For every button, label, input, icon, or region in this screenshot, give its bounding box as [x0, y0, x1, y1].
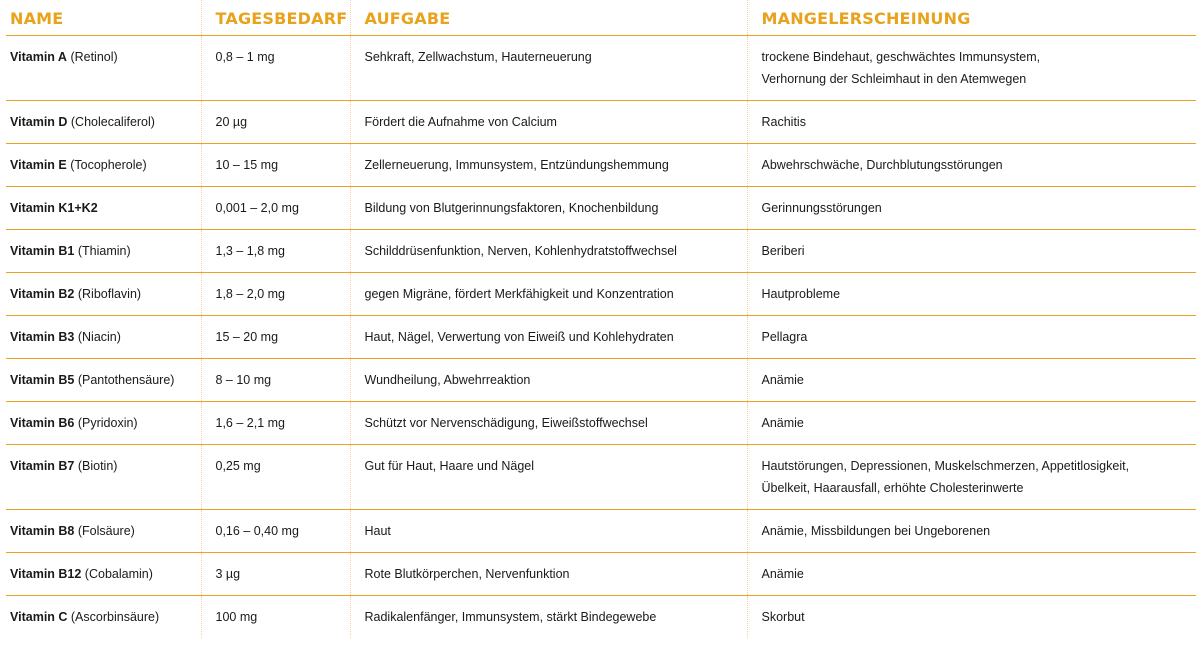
vitamin-name: Vitamin B2 — [10, 286, 75, 301]
chemical-name: (Cobalamin) — [81, 566, 153, 581]
table-row — [6, 315, 1196, 358]
header-tagesbedarf: TAGESBEDARF — [201, 0, 350, 35]
chemical-name: (Folsäure) — [74, 523, 135, 538]
mangel-cell — [747, 595, 1196, 638]
tagesbedarf-cell: 0,001 – 2,0 mg — [201, 186, 350, 229]
header-mangelerscheinung: MANGELERSCHEINUNG — [747, 0, 1196, 35]
vitamin-name-cell — [6, 100, 201, 143]
aufgabe-cell: Haut, Nägel, Verwertung von Eiweiß und Kohlehydraten — [350, 315, 747, 358]
mangel-cell — [747, 552, 1196, 595]
tagesbedarf-cell: 3 µg — [201, 552, 350, 595]
mangel-line-1: Rachitis — [761, 114, 806, 129]
tagesbedarf-cell: 15 – 20 mg — [201, 315, 350, 358]
aufgabe-cell: Schilddrüsenfunktion, Nerven, Kohlenhydratstoffwechsel — [350, 229, 747, 272]
vitamin-name-cell — [6, 143, 201, 186]
vitamin-name-cell — [6, 229, 201, 272]
vitamin-name-cell — [6, 186, 201, 229]
aufgabe-cell: Bildung von Blutgerinnungsfaktoren, Knochenbildung — [350, 186, 747, 229]
vitamin-name-cell — [6, 358, 201, 401]
vitamin-name-cell — [6, 509, 201, 552]
aufgabe-cell: Radikalenfänger, Immunsystem, stärkt Bindegewebe — [350, 595, 747, 638]
vitamin-name-cell — [6, 272, 201, 315]
chemical-name: (Cholecaliferol) — [67, 114, 155, 129]
chemical-name: (Pantothensäure) — [74, 372, 175, 387]
mangel-line-1: trockene Bindehaut, geschwächtes Immunsystem, — [761, 49, 1041, 64]
vitamin-name: Vitamin B7 — [10, 458, 75, 473]
mangel-cell — [747, 401, 1196, 444]
table-row — [6, 401, 1196, 444]
mangel-line-1: Abwehrschwäche, Durchblutungsstörungen — [761, 157, 1003, 172]
chemical-name: (Pyridoxin) — [74, 415, 138, 430]
mangel-line-1: Anämie — [761, 372, 804, 387]
vitamin-name: Vitamin K1+K2 — [10, 200, 98, 215]
chemical-name: (Retinol) — [66, 49, 118, 64]
mangel-cell — [747, 358, 1196, 401]
vitamin-name: Vitamin E — [10, 157, 67, 172]
header-name: NAME — [6, 0, 201, 35]
header-aufgabe: AUFGABE — [350, 0, 747, 35]
table-row — [6, 595, 1196, 638]
vitamin-name-cell — [6, 552, 201, 595]
mangel-cell — [747, 143, 1196, 186]
mangel-cell — [747, 315, 1196, 358]
tagesbedarf-cell: 100 mg — [201, 595, 350, 638]
vitamin-table — [6, 0, 1196, 638]
tagesbedarf-cell: 10 – 15 mg — [201, 143, 350, 186]
mangel-line-2: Übelkeit, Haarausfall, erhöhte Cholesterinwerte — [761, 480, 1024, 495]
vitamin-name: Vitamin B8 — [10, 523, 75, 538]
mangel-cell — [747, 229, 1196, 272]
vitamin-name: Vitamin D — [10, 114, 68, 129]
tagesbedarf-cell: 0,8 – 1 mg — [201, 35, 350, 100]
table-row — [6, 100, 1196, 143]
aufgabe-cell: Schützt vor Nervenschädigung, Eiweißstoffwechsel — [350, 401, 747, 444]
aufgabe-cell: Rote Blutkörperchen, Nervenfunktion — [350, 552, 747, 595]
mangel-line-1: Anämie — [761, 566, 804, 581]
chemical-name: (Niacin) — [74, 329, 121, 344]
table-header-row — [6, 0, 1196, 35]
mangel-cell — [747, 509, 1196, 552]
tagesbedarf-cell: 8 – 10 mg — [201, 358, 350, 401]
vitamin-name-cell — [6, 35, 201, 100]
chemical-name: (Thiamin) — [74, 243, 131, 258]
table-row — [6, 509, 1196, 552]
mangel-cell — [747, 35, 1196, 100]
vitamin-name: Vitamin B3 — [10, 329, 75, 344]
chemical-name: (Ascorbinsäure) — [67, 609, 160, 624]
tagesbedarf-cell: 0,25 mg — [201, 444, 350, 509]
table-row — [6, 186, 1196, 229]
vitamin-name: Vitamin B1 — [10, 243, 75, 258]
mangel-line-1: Hautstörungen, Depressionen, Muskelschmerzen, Appetitlosigkeit, — [761, 458, 1130, 473]
mangel-cell — [747, 444, 1196, 509]
table-row — [6, 143, 1196, 186]
aufgabe-cell: Haut — [350, 509, 747, 552]
mangel-line-2: Verhornung der Schleimhaut in den Atemwegen — [761, 71, 1027, 86]
vitamin-name-cell — [6, 315, 201, 358]
chemical-name: (Biotin) — [74, 458, 118, 473]
mangel-line-1: Anämie — [761, 415, 804, 430]
aufgabe-cell: Wundheilung, Abwehrreaktion — [350, 358, 747, 401]
tagesbedarf-cell: 1,6 – 2,1 mg — [201, 401, 350, 444]
vitamin-name-cell — [6, 401, 201, 444]
vitamin-name-cell — [6, 444, 201, 509]
mangel-line-1: Pellagra — [761, 329, 808, 344]
mangel-line-1: Hautprobleme — [761, 286, 841, 301]
mangel-line-1: Beriberi — [761, 243, 805, 258]
vitamin-name: Vitamin B12 — [10, 566, 82, 581]
aufgabe-cell: Sehkraft, Zellwachstum, Hauterneuerung — [350, 35, 747, 100]
mangel-line-1: Skorbut — [761, 609, 805, 624]
vitamin-name: Vitamin A — [10, 49, 67, 64]
table-row — [6, 444, 1196, 509]
table-row — [6, 229, 1196, 272]
aufgabe-cell: gegen Migräne, fördert Merkfähigkeit und Konzentration — [350, 272, 747, 315]
chemical-name: (Riboflavin) — [74, 286, 142, 301]
mangel-cell — [747, 100, 1196, 143]
tagesbedarf-cell: 0,16 – 0,40 mg — [201, 509, 350, 552]
chemical-name: (Tocopherole) — [66, 157, 147, 172]
mangel-line-1: Anämie, Missbildungen bei Ungeborenen — [761, 523, 991, 538]
tagesbedarf-cell: 1,3 – 1,8 mg — [201, 229, 350, 272]
table-row — [6, 272, 1196, 315]
aufgabe-cell: Zellerneuerung, Immunsystem, Entzündungshemmung — [350, 143, 747, 186]
tagesbedarf-cell: 1,8 – 2,0 mg — [201, 272, 350, 315]
vitamin-name: Vitamin C — [10, 609, 68, 624]
table-row — [6, 552, 1196, 595]
vitamin-name-cell — [6, 595, 201, 638]
mangel-line-1: Gerinnungsstörungen — [761, 200, 882, 215]
vitamin-name: Vitamin B5 — [10, 372, 75, 387]
mangel-cell — [747, 186, 1196, 229]
table-row — [6, 35, 1196, 100]
tagesbedarf-cell: 20 µg — [201, 100, 350, 143]
table-row — [6, 358, 1196, 401]
mangel-cell — [747, 272, 1196, 315]
aufgabe-cell: Fördert die Aufnahme von Calcium — [350, 100, 747, 143]
aufgabe-cell: Gut für Haut, Haare und Nägel — [350, 444, 747, 509]
vitamin-name: Vitamin B6 — [10, 415, 75, 430]
